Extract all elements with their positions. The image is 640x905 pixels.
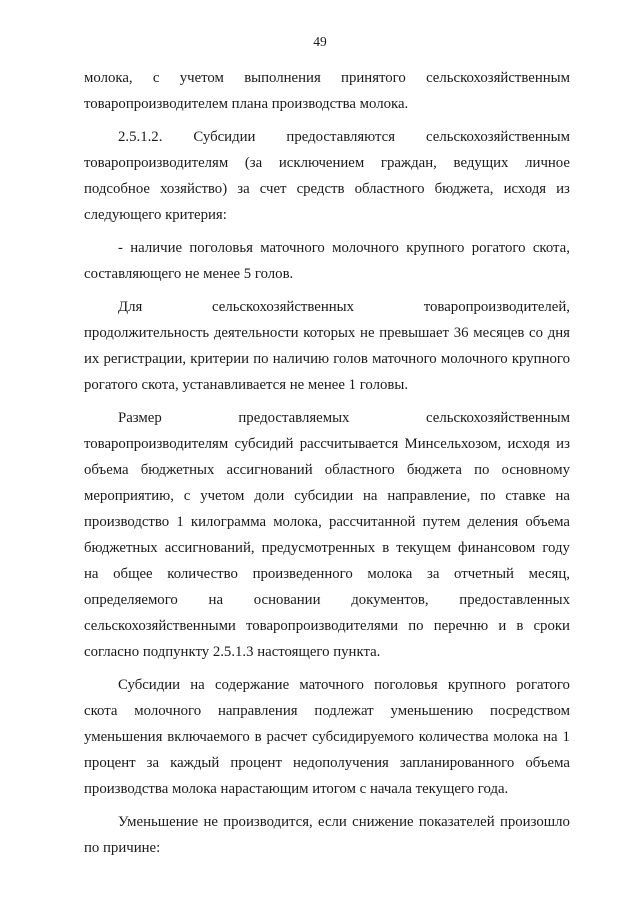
word: 1 — [562, 729, 570, 745]
text-line — [118, 298, 570, 316]
word: скота — [84, 703, 118, 719]
word: бюджетных — [84, 540, 158, 556]
word: по — [408, 618, 424, 634]
word: товаропроизводителями — [245, 618, 399, 634]
word: снижение — [352, 814, 414, 830]
word: бюджетных — [140, 462, 215, 478]
word: бюджета — [406, 462, 462, 478]
word: молока — [493, 729, 539, 745]
word: месяцев — [473, 325, 525, 341]
word: которых — [303, 325, 356, 341]
text-line: товаропроизводителем плана производства молока. — [84, 96, 409, 112]
word: из — [556, 181, 570, 197]
word: поголовья — [189, 240, 253, 256]
word: Для — [118, 299, 143, 315]
text-line — [84, 180, 570, 198]
word: дня — [547, 325, 570, 341]
text-line: согласно подпункту 2.5.1.3 настоящего пункта. — [84, 644, 381, 660]
word: деления — [467, 514, 519, 530]
word: граждан, — [380, 155, 437, 171]
text-line: производства молока нарастающим итогом с начала текущего года. — [84, 781, 509, 797]
word: ставке — [505, 488, 546, 504]
word: процент — [230, 755, 282, 771]
word: за — [237, 181, 250, 197]
word: предоставленных — [459, 592, 570, 608]
word: учетом — [179, 70, 224, 86]
word: производство — [84, 514, 170, 530]
word: Размер — [118, 410, 162, 426]
word: по — [253, 351, 269, 367]
word: сельскохозяйственным — [426, 70, 570, 86]
text-line — [84, 728, 570, 746]
text-line — [118, 409, 570, 427]
word: крупного — [406, 240, 465, 256]
text-line — [84, 702, 570, 720]
text-line — [84, 617, 570, 635]
word: товаропроизводителям — [84, 436, 229, 452]
word: количество — [167, 566, 238, 582]
word: доли — [254, 488, 285, 504]
word: мероприятию, — [84, 488, 174, 504]
word: превышает — [379, 325, 450, 341]
word: учетом — [200, 488, 245, 504]
word: году — [542, 540, 570, 556]
word: основании — [253, 592, 321, 608]
word: из — [556, 436, 570, 452]
word: объема — [525, 514, 570, 530]
word: маточного — [260, 240, 325, 256]
word: принятого — [341, 70, 406, 86]
word: предоставляемых — [238, 410, 350, 426]
word: недополучения — [293, 755, 389, 771]
word: товаропроизводителям — [84, 155, 229, 171]
word: их — [84, 351, 100, 367]
word: путем — [422, 514, 461, 530]
word: Минсельхозом, — [404, 436, 502, 452]
text-line — [118, 676, 570, 694]
word: поголовья — [374, 677, 438, 693]
word: выполнения — [244, 70, 321, 86]
text-line — [84, 487, 570, 505]
word: направление, — [387, 488, 471, 504]
word: субсидии — [294, 488, 354, 504]
word: крупного — [511, 351, 570, 367]
word: молочного — [332, 240, 399, 256]
word: объема — [84, 462, 129, 478]
word: ассигнований — [226, 462, 313, 478]
word: посредством — [490, 703, 570, 719]
word: на — [543, 729, 558, 745]
word: перечню — [433, 618, 489, 634]
word: рассчитанной — [328, 514, 416, 530]
word: месяц, — [528, 566, 570, 582]
word: подлежат — [314, 703, 374, 719]
word: исходя — [507, 436, 550, 452]
word: рассчитывается — [299, 436, 399, 452]
word: наличию — [272, 351, 330, 367]
word: с — [152, 70, 160, 86]
word: рогатого — [471, 240, 526, 256]
page-number: 49 — [313, 34, 327, 49]
word: предоставляются — [286, 129, 396, 145]
word: запланированного — [399, 755, 515, 771]
word: документов, — [351, 592, 429, 608]
word: процент — [84, 755, 136, 771]
word: рогатого — [516, 677, 570, 693]
word: отчетный — [454, 566, 514, 582]
word: сроки — [533, 618, 570, 634]
word: произведенного — [252, 566, 353, 582]
word: со — [529, 325, 544, 341]
word: подсобное — [84, 181, 150, 197]
text-line — [118, 239, 570, 257]
word: молочного — [134, 703, 202, 719]
word: Субсидии — [193, 129, 256, 145]
word: за — [146, 755, 160, 771]
text-line — [84, 754, 570, 772]
word: хозяйство) — [160, 181, 228, 197]
word: уменьшения — [84, 729, 163, 745]
word: за — [426, 566, 440, 582]
word: областного — [324, 462, 395, 478]
word: и — [498, 618, 507, 634]
word: молочного — [440, 351, 508, 367]
word: уменьшению — [390, 703, 474, 719]
text-line — [84, 69, 570, 87]
word: килограмма — [190, 514, 267, 530]
word: предусмотренных — [261, 540, 376, 556]
word: если — [318, 814, 347, 830]
word: скота, — [532, 240, 570, 256]
word: (за — [244, 155, 263, 171]
word: наличие — [130, 240, 183, 256]
word: расчет — [266, 729, 308, 745]
word: бюджета, — [434, 181, 494, 197]
word: деятельности — [213, 325, 299, 341]
word: сельскохозяйственных — [212, 299, 355, 315]
word: исключением — [278, 155, 365, 171]
word: личное — [525, 155, 570, 171]
word: с — [183, 488, 191, 504]
word: молока, — [84, 70, 133, 86]
text-line — [118, 813, 570, 831]
word: на — [208, 592, 224, 608]
word: в — [516, 618, 524, 634]
word: 36 — [453, 325, 469, 341]
word: по — [474, 462, 490, 478]
word: маточного — [372, 351, 437, 367]
word: включаемого — [167, 729, 250, 745]
text-line — [84, 350, 570, 368]
word: сельскохозяйственным — [426, 410, 570, 426]
word: каждый — [170, 755, 220, 771]
word: сельскохозяйственными — [84, 618, 236, 634]
word: товаропроизводителей, — [423, 299, 570, 315]
word: исходя — [503, 181, 547, 197]
word: продолжительность — [84, 325, 210, 341]
text-line: составляющего не менее 5 голов. — [84, 266, 294, 282]
text-line — [84, 324, 570, 342]
text-line — [84, 461, 570, 479]
word: крупного — [447, 677, 506, 693]
text-line: следующего критерия: — [84, 207, 227, 223]
word: текущем — [396, 540, 451, 556]
word: на — [84, 566, 99, 582]
word: - — [118, 240, 123, 256]
word: Субсидии — [118, 677, 181, 693]
word: 2.5.1.2. — [118, 129, 163, 145]
word: на — [555, 488, 570, 504]
word: в — [382, 540, 390, 556]
word: субсидий — [234, 436, 294, 452]
word: общее — [113, 566, 153, 582]
word: средств — [296, 181, 345, 197]
word: голов — [333, 351, 368, 367]
word: 1 — [176, 514, 184, 530]
text-line — [84, 591, 570, 609]
word: произошло — [499, 814, 570, 830]
word: критерии — [190, 351, 250, 367]
text-line: рогатого скота, устанавливается не менее 1 головы. — [84, 377, 409, 393]
text-line — [84, 539, 570, 557]
text-line — [84, 435, 570, 453]
word: субсидируемого — [312, 729, 414, 745]
word: Уменьшение — [118, 814, 199, 830]
word: определяемого — [84, 592, 178, 608]
word: количества — [418, 729, 489, 745]
word: на — [190, 677, 205, 693]
word: счет — [259, 181, 287, 197]
text-line — [84, 565, 570, 583]
word: содержание — [214, 677, 290, 693]
word: регистрации, — [103, 351, 187, 367]
word: областного — [354, 181, 425, 197]
word: ассигнований, — [164, 540, 255, 556]
word: по — [480, 488, 496, 504]
word: молока, — [273, 514, 322, 530]
word: производится, — [223, 814, 313, 830]
word: ведущих — [453, 155, 509, 171]
word: на — [362, 488, 378, 504]
word: объема — [525, 755, 570, 771]
text-line — [84, 513, 570, 531]
word: маточного — [299, 677, 364, 693]
word: в — [254, 729, 262, 745]
word: основному — [501, 462, 570, 478]
text-line — [118, 128, 570, 146]
word: показателей — [418, 814, 495, 830]
word: направления — [217, 703, 298, 719]
word: сельскохозяйственным — [426, 129, 570, 145]
word: молока — [367, 566, 413, 582]
text-line: по причине: — [84, 840, 161, 856]
word: не — [203, 814, 218, 830]
text-line — [84, 154, 570, 172]
word: не — [360, 325, 375, 341]
word: финансовом — [458, 540, 536, 556]
